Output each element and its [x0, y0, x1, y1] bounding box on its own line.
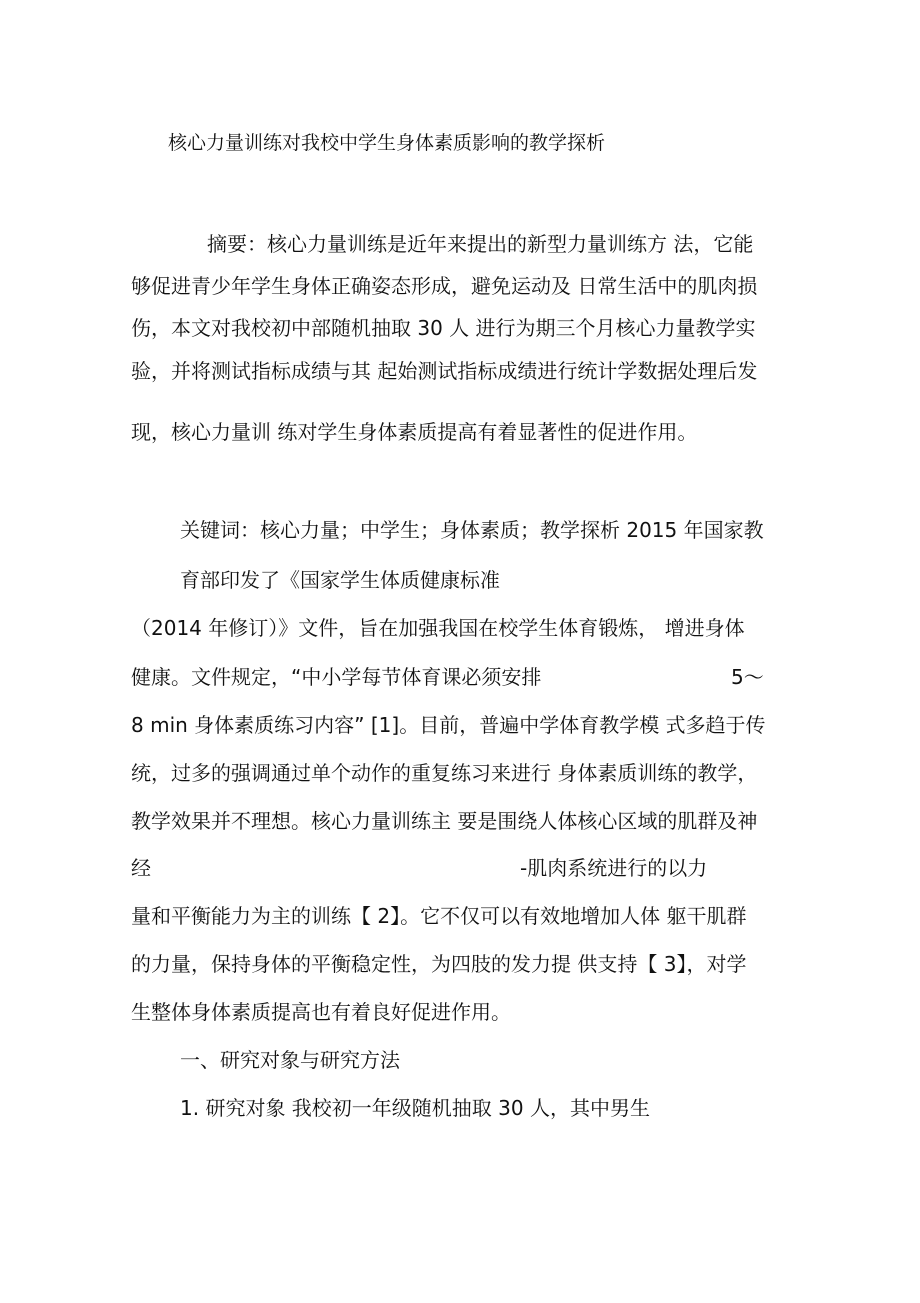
- body-line: 生整体身体素质提高也有着良好促进作用。: [131, 1000, 511, 1024]
- body-line: -肌肉系统进行的以力: [520, 856, 708, 880]
- abstract-line: 摘要：核心力量训练是近年来提出的新型力量训练方 法，它能: [207, 232, 754, 256]
- body-line: 5〜: [731, 665, 764, 689]
- section-heading: 一、研究对象与研究方法: [180, 1048, 400, 1072]
- document-title: 核心力量训练对我校中学生身体素质影响的教学探析: [168, 132, 606, 154]
- abstract-line: 现，核心力量训 练对学生身体素质提高有着显著性的促进作用。: [131, 420, 698, 444]
- abstract-line: 够促进青少年学生身体正确姿态形成，避免运动及 日常生活中的肌肉损: [131, 274, 758, 298]
- body-line: 经: [131, 856, 151, 880]
- subsection-line: 1. 研究对象 我校初一年级随机抽取 30 人，其中男生: [180, 1096, 650, 1120]
- body-line: 统，过多的强调通过单个动作的重复练习来进行 身体素质训练的教学，: [131, 761, 758, 785]
- body-line: （2014 年修订）》文件，旨在加强我国在校学生体育锻炼， 增进身体: [131, 616, 745, 640]
- abstract-line: 伤，本文对我校初中部随机抽取 30 人 进行为期三个月核心力量教学实: [131, 316, 756, 340]
- keywords-line: 关键词：核心力量；中学生；身体素质；教学探析 2015 年国家教: [180, 518, 764, 542]
- body-line: 8 min 身体素质练习内容” [1]。目前，普遍中学体育教学模 式多趋于传: [131, 713, 766, 737]
- body-line: 教学效果并不理想。核心力量训练主 要是围绕人体核心区域的肌群及神: [131, 809, 758, 833]
- body-line: 健康。文件规定，“中小学每节体育课必须安排: [131, 665, 542, 689]
- body-line: 的力量，保持身体的平衡稳定性，为四肢的发力提 供支持【 3】，对学: [131, 952, 747, 976]
- abstract-line: 验，并将测试指标成绩与其 起始测试指标成绩进行统计学数据处理后发: [131, 359, 758, 383]
- body-line: 育部印发了《国家学生体质健康标准: [180, 568, 500, 592]
- body-line: 量和平衡能力为主的训练【 2】。它不仅可以有效地增加人体 躯干肌群: [131, 904, 747, 928]
